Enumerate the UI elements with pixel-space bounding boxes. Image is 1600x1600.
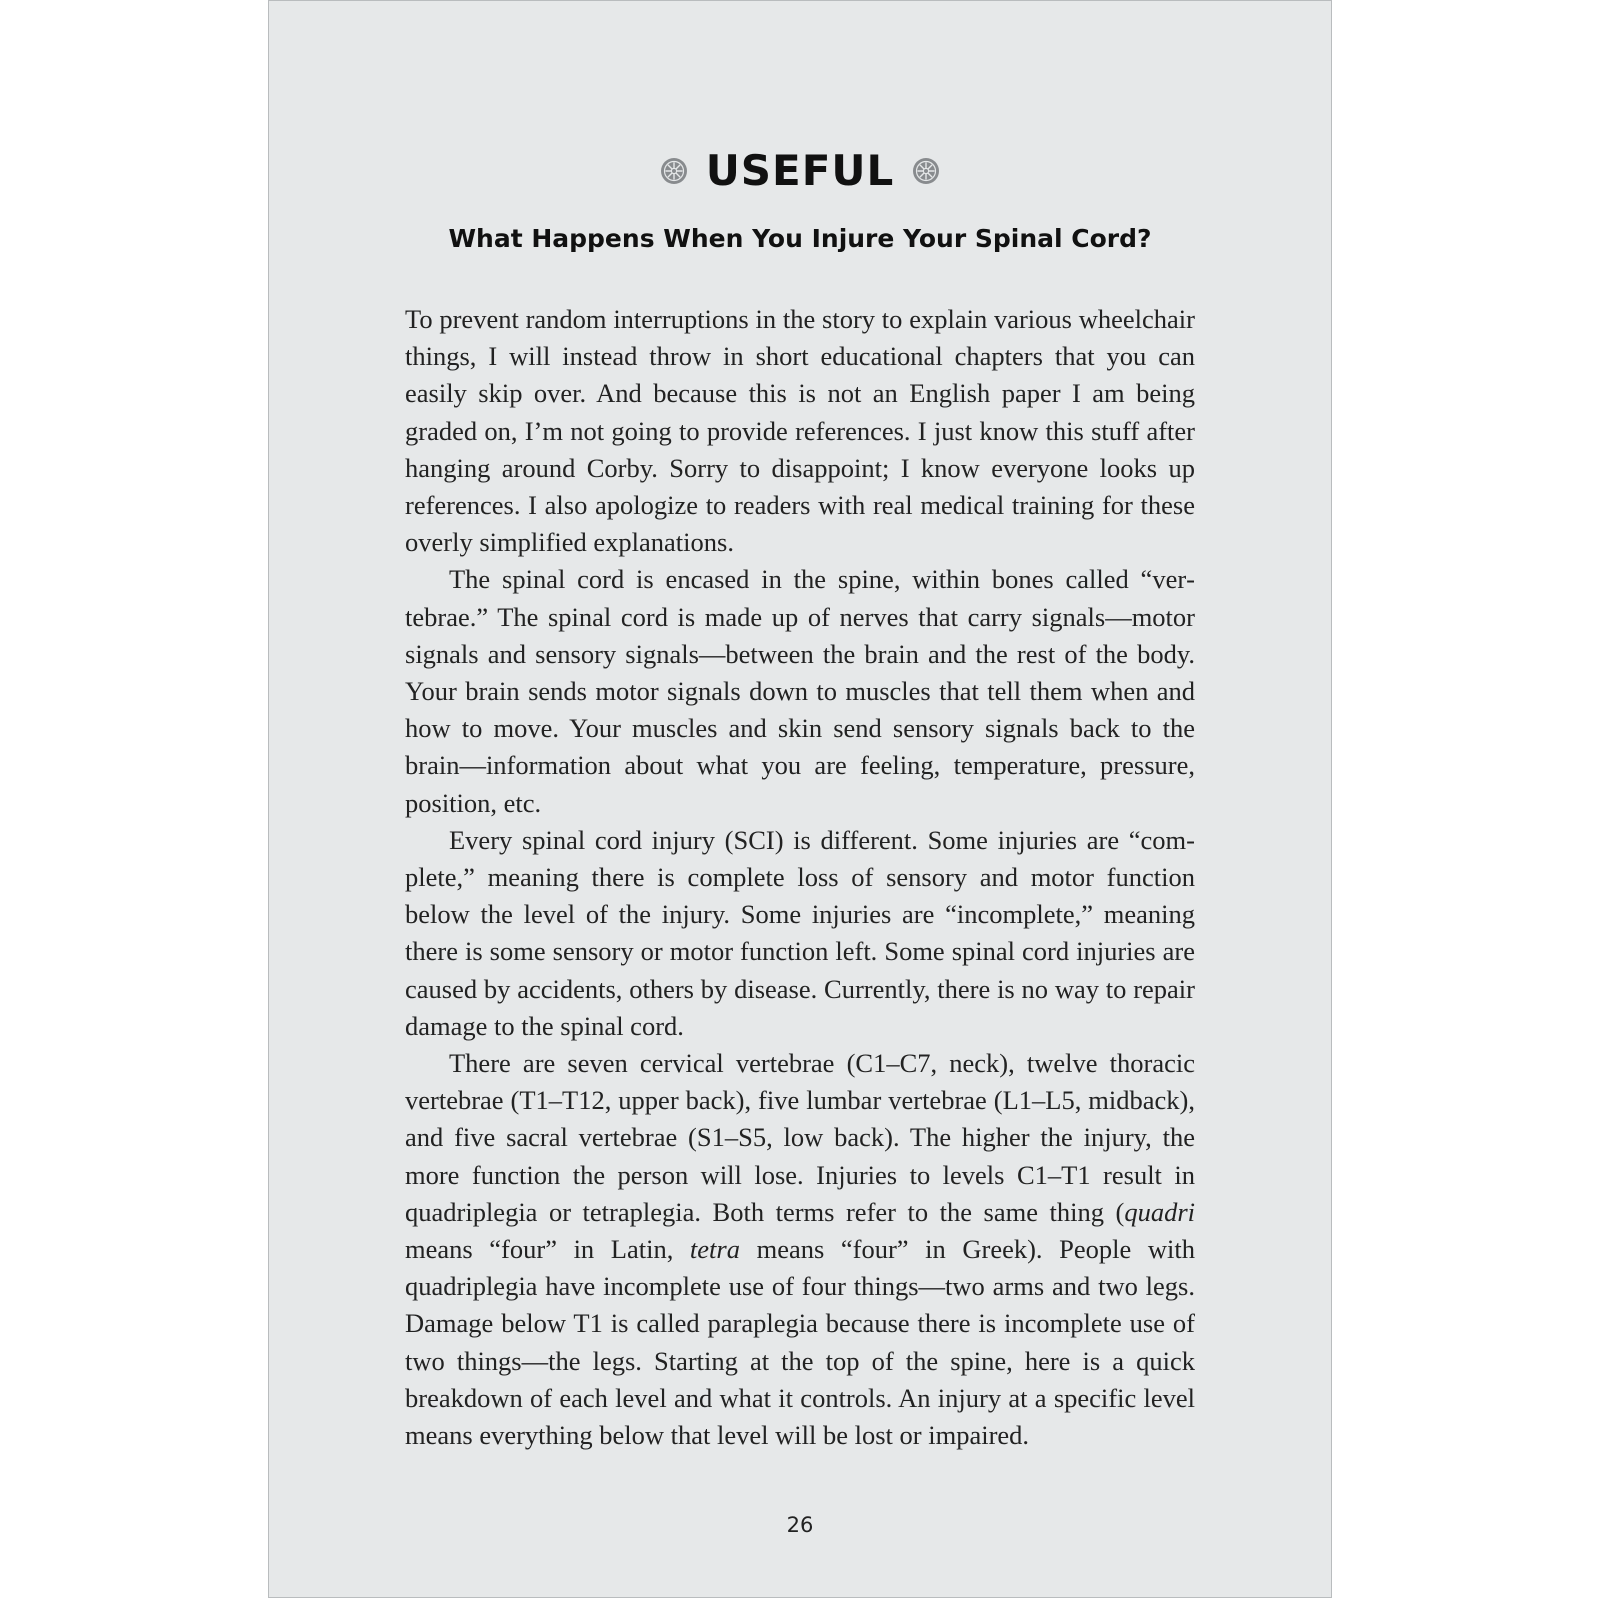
book-page — [268, 0, 1332, 1598]
section-heading — [269, 143, 1331, 199]
page-number: 26 — [786, 1513, 814, 1537]
section-title: USEFUL — [705, 146, 895, 195]
flower-medallion-icon — [660, 157, 688, 185]
paragraph-text: The spinal cord is encased in the spine, within bones called “vertebrae.” The spinal cord is made up of nerves that carry signals—motor signals and sensory signals—between the brain and the rest of the body. Your brain sends motor signals down to muscles that tell them when and how to move. Your muscles and skin send sensory signals back to the brain—information about what you are feeling, temperature, pressure, position, etc. — [405, 564, 1195, 818]
body-paragraph — [405, 561, 1195, 821]
paragraph-text: There are seven cervical vertebrae (C1–C7, neck), twelve thoracic vertebrae (T1–T12, upper back), five lumbar vertebrae (L1–L5, midback), and five sacral vertebrae (S1–S5, low back). The higher the injury, the more function the person will lose. Injuries to levels C1–T1 result in quadriplegia or tetraplegia. Both terms refer to the same thing ( — [405, 1048, 1195, 1227]
body-paragraph — [405, 1045, 1195, 1454]
flower-medallion-icon — [912, 157, 940, 185]
paragraph-text: means “four” in Greek). People with quadriplegia have incomplete use of four things—two arms and two legs. Damage below T1 is called paraplegia because there is incomplete use of two things—the legs. Starting at the top of the spine, here is a quick breakdown of each level and what it controls. An injury at a specific level means everything below that level will be lost or impaired. — [405, 1234, 1195, 1451]
chapter-title: What Happens When You Injure Your Spinal Cord? — [448, 224, 1152, 253]
italic-term: tetra — [689, 1234, 740, 1265]
body-paragraph — [405, 822, 1195, 1045]
body-paragraph — [405, 301, 1195, 561]
paragraph-text: To prevent random interruptions in the story to explain various wheelchair things, I will instead throw in short educational chapters that you can easily skip over. And because this is not an English paper I am being graded on, I’m not going to provide references. I just know this stuff after hanging around Corby. Sorry to disappoint; I know everyone looks up references. I also apologize to readers with real medical training for these overly simplified explanations. — [405, 304, 1195, 558]
paragraph-text: Every spinal cord injury (SCI) is different. Some injuries are “complete,” meaning there is complete loss of sensory and motor function below the level of the injury. Some injuries are “incomplete,” meaning there is some sensory or motor function left. Some spinal cord injuries are caused by accidents, others by disease. Currently, there is no way to repair damage to the spinal cord. — [405, 824, 1195, 1041]
italic-term: quadri — [1124, 1196, 1195, 1227]
body-text — [405, 301, 1195, 1454]
paragraph-text: means “four” in Latin, — [405, 1234, 690, 1265]
